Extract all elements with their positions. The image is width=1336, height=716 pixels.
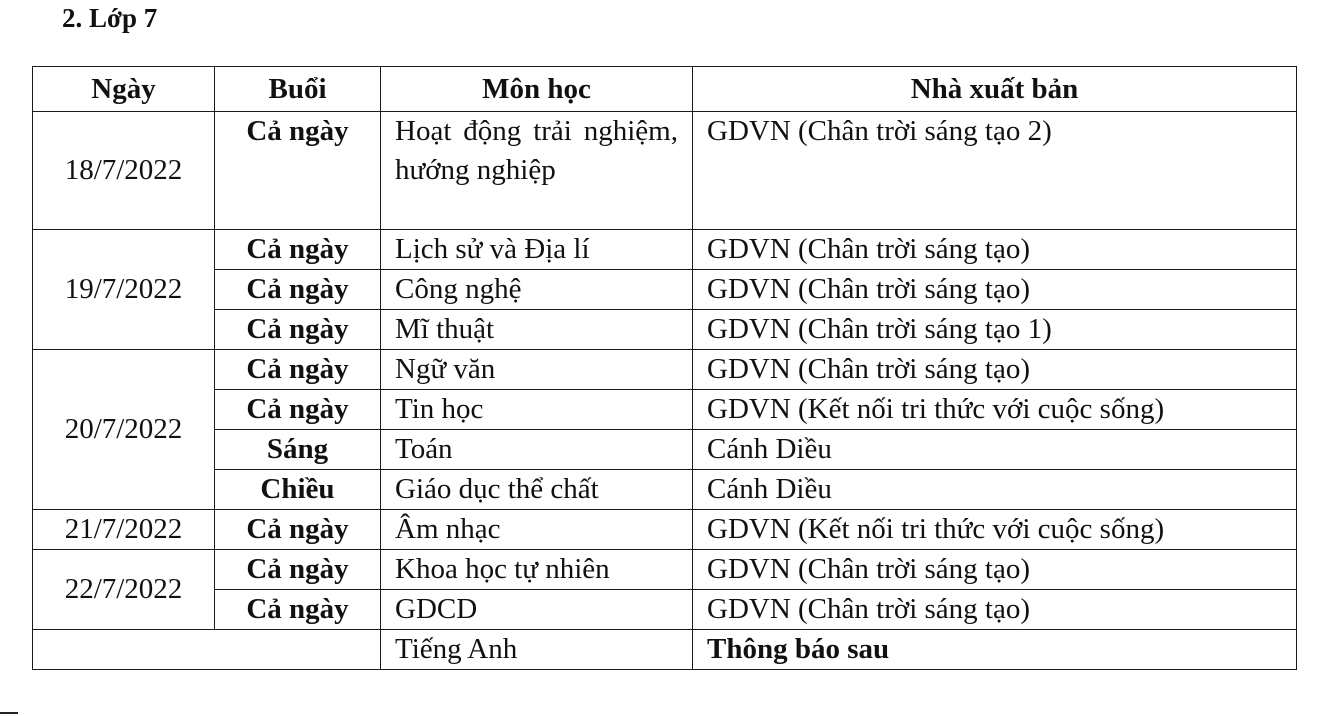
publisher-cell: GDVN (Chân trời sáng tạo): [693, 230, 1297, 270]
session-cell: Cả ngày: [215, 550, 381, 590]
header-subject: Môn học: [381, 67, 693, 112]
subject-cell: Lịch sử và Địa lí: [381, 230, 693, 270]
table-row: [33, 550, 1297, 590]
session-cell: Cả ngày: [215, 510, 381, 550]
publisher-cell: GDVN (Kết nối tri thức với cuộc sống): [693, 510, 1297, 550]
session-cell: Chiều: [215, 470, 381, 510]
session-cell: Cả ngày: [215, 350, 381, 390]
subject-cell: Âm nhạc: [381, 510, 693, 550]
table-row: [33, 270, 1297, 310]
subject-cell: Tin học: [381, 390, 693, 430]
table-row: [33, 510, 1297, 550]
table-row: [33, 310, 1297, 350]
subject-cell: Giáo dục thể chất: [381, 470, 693, 510]
subject-cell: Toán: [381, 430, 693, 470]
page-edge-mark: [0, 712, 18, 714]
date-cell: 20/7/2022: [33, 350, 215, 510]
table-row: [33, 470, 1297, 510]
subject-cell: Khoa học tự nhiên: [381, 550, 693, 590]
session-cell: Sáng: [215, 430, 381, 470]
header-publisher: Nhà xuất bản: [693, 67, 1297, 112]
session-cell: Cả ngày: [215, 230, 381, 270]
session-cell: Cả ngày: [215, 590, 381, 630]
exam-schedule-table: [32, 66, 1297, 670]
section-title: 2. Lớp 7: [62, 3, 158, 33]
subject-cell: Ngữ văn: [381, 350, 693, 390]
publisher-cell: GDVN (Chân trời sáng tạo 1): [693, 310, 1297, 350]
header-date: Ngày: [33, 67, 215, 112]
session-cell: Cả ngày: [215, 390, 381, 430]
header-session: Buổi: [215, 67, 381, 112]
date-cell: 21/7/2022: [33, 510, 215, 550]
subject-cell: GDCD: [381, 590, 693, 630]
session-cell: Cả ngày: [215, 112, 381, 230]
publisher-cell: GDVN (Chân trời sáng tạo): [693, 550, 1297, 590]
subject-cell: Tiếng Anh: [381, 630, 693, 670]
publisher-cell: GDVN (Kết nối tri thức với cuộc sống): [693, 390, 1297, 430]
table-header-row: [33, 67, 1297, 112]
table-row: [33, 430, 1297, 470]
date-session-cell: [33, 630, 381, 670]
subject-cell: Công nghệ: [381, 270, 693, 310]
date-cell: 22/7/2022: [33, 550, 215, 630]
publisher-cell: GDVN (Chân trời sáng tạo 2): [693, 112, 1297, 230]
publisher-cell: GDVN (Chân trời sáng tạo): [693, 590, 1297, 630]
subject-cell: Mĩ thuật: [381, 310, 693, 350]
publisher-cell: GDVN (Chân trời sáng tạo): [693, 350, 1297, 390]
publisher-cell: Cánh Diều: [693, 470, 1297, 510]
table-row: [33, 350, 1297, 390]
date-cell: 18/7/2022: [33, 112, 215, 230]
table-row: [33, 630, 1297, 670]
date-cell: 19/7/2022: [33, 230, 215, 350]
table-row: [33, 390, 1297, 430]
table-row: [33, 230, 1297, 270]
publisher-cell: GDVN (Chân trời sáng tạo): [693, 270, 1297, 310]
session-cell: Cả ngày: [215, 270, 381, 310]
table-row: [33, 590, 1297, 630]
publisher-cell: Thông báo sau: [693, 630, 1297, 670]
table-row: [33, 112, 1297, 230]
publisher-cell: Cánh Diều: [693, 430, 1297, 470]
session-cell: Cả ngày: [215, 310, 381, 350]
subject-cell: Hoạt động trải nghiệm, hướng nghiệp: [381, 112, 693, 230]
